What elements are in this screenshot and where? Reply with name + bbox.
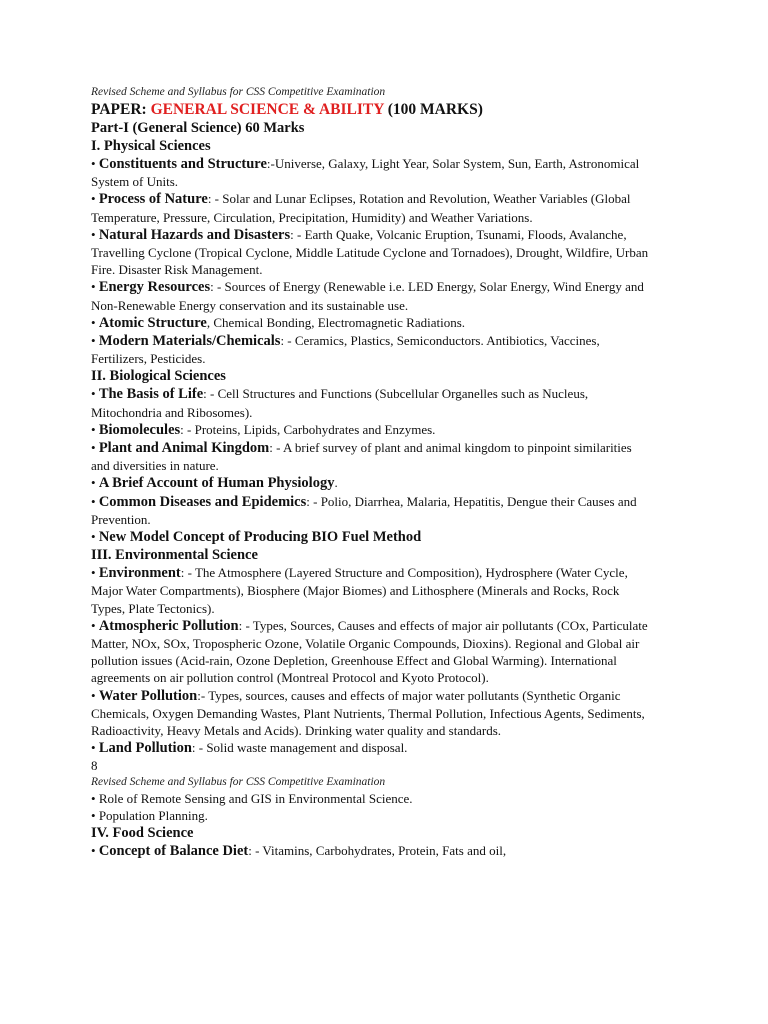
section-heading: II. Biological Sciences bbox=[91, 368, 226, 385]
item-title: Environment bbox=[98, 565, 181, 582]
item-title: New Model Concept of Producing BIO Fuel Method bbox=[98, 529, 422, 546]
running-header: Revised Scheme and Syllabus for CSS Competitive Examination bbox=[91, 86, 386, 98]
item-title: Biomolecules bbox=[98, 421, 181, 438]
item-text: : - Sources of Energy (Renewable i.e. LED Energy, Solar Energy, Wind Energy and Non-Renewable Energy conservation and its sustainable use. bbox=[91, 279, 644, 313]
list-item bbox=[91, 564, 651, 617]
item-text: : - Earth Quake, Volcanic Eruption, Tsunami, Floods, Avalanche, Travelling Cyclone (Tropical Cyclone, Middle Latitude Cyclone and Tornadoes), Drought, Wildfire, Urban Fire. Disaster Risk Management. bbox=[91, 226, 649, 278]
item-title: Natural Hazards and Disasters bbox=[98, 226, 291, 243]
list-item bbox=[91, 739, 651, 757]
syllabus-sections bbox=[91, 137, 651, 758]
list-item bbox=[91, 332, 651, 367]
list-item bbox=[91, 421, 651, 439]
bullet-icon: • bbox=[91, 156, 96, 171]
bullet-icon: • bbox=[91, 790, 96, 806]
food-science-heading: IV. Food Science bbox=[91, 824, 194, 841]
item-text: Role of Remote Sensing and GIS in Environmental Science. bbox=[98, 790, 413, 806]
item-text: Population Planning. bbox=[98, 807, 208, 823]
bullet-icon: • bbox=[91, 493, 96, 509]
item-title: Constituents and Structure bbox=[98, 156, 267, 172]
bullet-icon: • bbox=[91, 687, 96, 703]
plain-items bbox=[91, 790, 651, 824]
running-header-2: Revised Scheme and Syllabus for CSS Competitive Examination bbox=[91, 775, 386, 788]
bullet-icon: • bbox=[91, 842, 96, 858]
section-heading: I. Physical Sciences bbox=[91, 138, 211, 154]
list-item bbox=[91, 528, 651, 546]
item-text: : - Polio, Diarrhea, Malaria, Hepatitis, Dengue their Causes and Prevention. bbox=[91, 493, 637, 527]
list-item bbox=[91, 226, 651, 279]
item-text: : - Solar and Lunar Eclipses, Rotation and Revolution, Weather Variables (Global Temperature, Pressure, Circulation, Precipitation, Humidity) and Weather Variations. bbox=[91, 191, 631, 225]
item-text: : - The Atmosphere (Layered Structure and Composition), Hydrosphere (Water Cycle, Major Water Compartments), Biosphere (Major Biomes) and Lithosphere (Minerals and Rocks, Rock Types, Plate Tectonics). bbox=[91, 565, 628, 616]
list-item bbox=[91, 474, 651, 492]
bullet-icon: • bbox=[91, 617, 96, 633]
paper-label: PAPER: bbox=[91, 101, 147, 118]
bullet-icon: • bbox=[91, 333, 96, 349]
page-number: 8 bbox=[91, 757, 98, 773]
item-text: : - Cell Structures and Functions (Subcellular Organelles such as Nucleus, Mitochondria and Ribosomes). bbox=[91, 386, 589, 420]
item-text: , Chemical Bonding, Electromagnetic Radiations. bbox=[206, 314, 466, 330]
food-science-items bbox=[91, 842, 651, 860]
list-item bbox=[91, 687, 651, 740]
bullet-icon: • bbox=[91, 740, 96, 756]
bullet-icon: • bbox=[91, 191, 96, 207]
item-title: Land Pollution bbox=[98, 740, 192, 757]
bullet-icon: • bbox=[91, 386, 96, 402]
paper-marks: (100 MARKS) bbox=[387, 101, 483, 118]
list-item bbox=[91, 155, 651, 190]
list-item bbox=[91, 439, 651, 474]
item-title: Atomic Structure bbox=[98, 314, 207, 331]
item-text: :- Types, sources, causes and effects of major water pollutants (Synthetic Organic Chemicals, Oxygen Demanding Wastes, Plant Nutrients, Thermal Pollution, Infectious Agents, Sediments, Radioactivity, Heavy Metals and Acids). Drinking water quality and standards. bbox=[91, 687, 645, 739]
item-text: . bbox=[334, 475, 338, 491]
list-item bbox=[91, 493, 651, 528]
item-text: : - Proteins, Lipids, Carbohydrates and Enzymes. bbox=[180, 421, 436, 437]
bullet-icon: • bbox=[91, 421, 96, 437]
bullet-icon: • bbox=[91, 314, 96, 330]
item-title: Process of Nature bbox=[98, 191, 208, 208]
list-item bbox=[91, 190, 651, 225]
part-heading: Part-I (General Science) 60 Marks bbox=[91, 120, 305, 136]
list-item bbox=[91, 385, 651, 420]
paper-title: GENERAL SCIENCE & ABILITY bbox=[150, 101, 384, 118]
list-item bbox=[91, 617, 651, 687]
bullet-icon: • bbox=[91, 529, 96, 545]
item-title: Concept of Balance Diet bbox=[98, 842, 249, 859]
document-page bbox=[91, 84, 651, 860]
item-title: Water Pollution bbox=[98, 687, 198, 704]
list-item bbox=[91, 314, 651, 332]
item-text: : - Types, Sources, Causes and effects of major air pollutants (COx, Particulate Matter, NOx, SOx, Tropospheric Ozone, Volatile Organic Compounds, Dioxins). Regional and Global air pollution issues (Acid-rain, Ozone Depletion, Greenhouse Effect and Global Warming). International agreements on air pollution control (Montreal Protocol and Kyoto Protocol). bbox=[91, 617, 648, 686]
item-text: :-Universe, Galaxy, Light Year, Solar System, Sun, Earth, Astronomical System of Units. bbox=[91, 156, 640, 190]
item-title: Atmospheric Pollution bbox=[98, 617, 239, 634]
bullet-icon: • bbox=[91, 226, 96, 242]
bullet-icon: • bbox=[91, 279, 96, 295]
item-title: Energy Resources bbox=[98, 279, 211, 296]
bullet-icon: • bbox=[91, 475, 96, 491]
item-title: The Basis of Life bbox=[98, 386, 204, 403]
bullet-icon: • bbox=[91, 440, 96, 456]
section-heading: III. Environmental Science bbox=[91, 547, 258, 564]
item-title: A Brief Account of Human Physiology bbox=[98, 475, 335, 492]
item-title: Plant and Animal Kingdom bbox=[98, 440, 270, 457]
item-text: : - Ceramics, Plastics, Semiconductors. Antibiotics, Vaccines, Fertilizers, Pesticides. bbox=[91, 333, 600, 367]
bullet-icon: • bbox=[91, 807, 96, 823]
item-title: Modern Materials/Chemicals bbox=[98, 333, 281, 350]
item-text: : - Vitamins, Carbohydrates, Protein, Fats and oil, bbox=[248, 842, 507, 858]
list-item bbox=[91, 278, 651, 313]
item-title: Common Diseases and Epidemics bbox=[98, 493, 307, 510]
list-item bbox=[91, 790, 651, 807]
list-item bbox=[91, 842, 651, 860]
paper-title-line bbox=[91, 100, 651, 119]
item-text: : - Solid waste management and disposal. bbox=[191, 740, 408, 756]
bullet-icon: • bbox=[91, 565, 96, 581]
item-text: : - A brief survey of plant and animal kingdom to pinpoint similarities and diversities in nature. bbox=[91, 440, 632, 474]
list-item bbox=[91, 807, 651, 824]
